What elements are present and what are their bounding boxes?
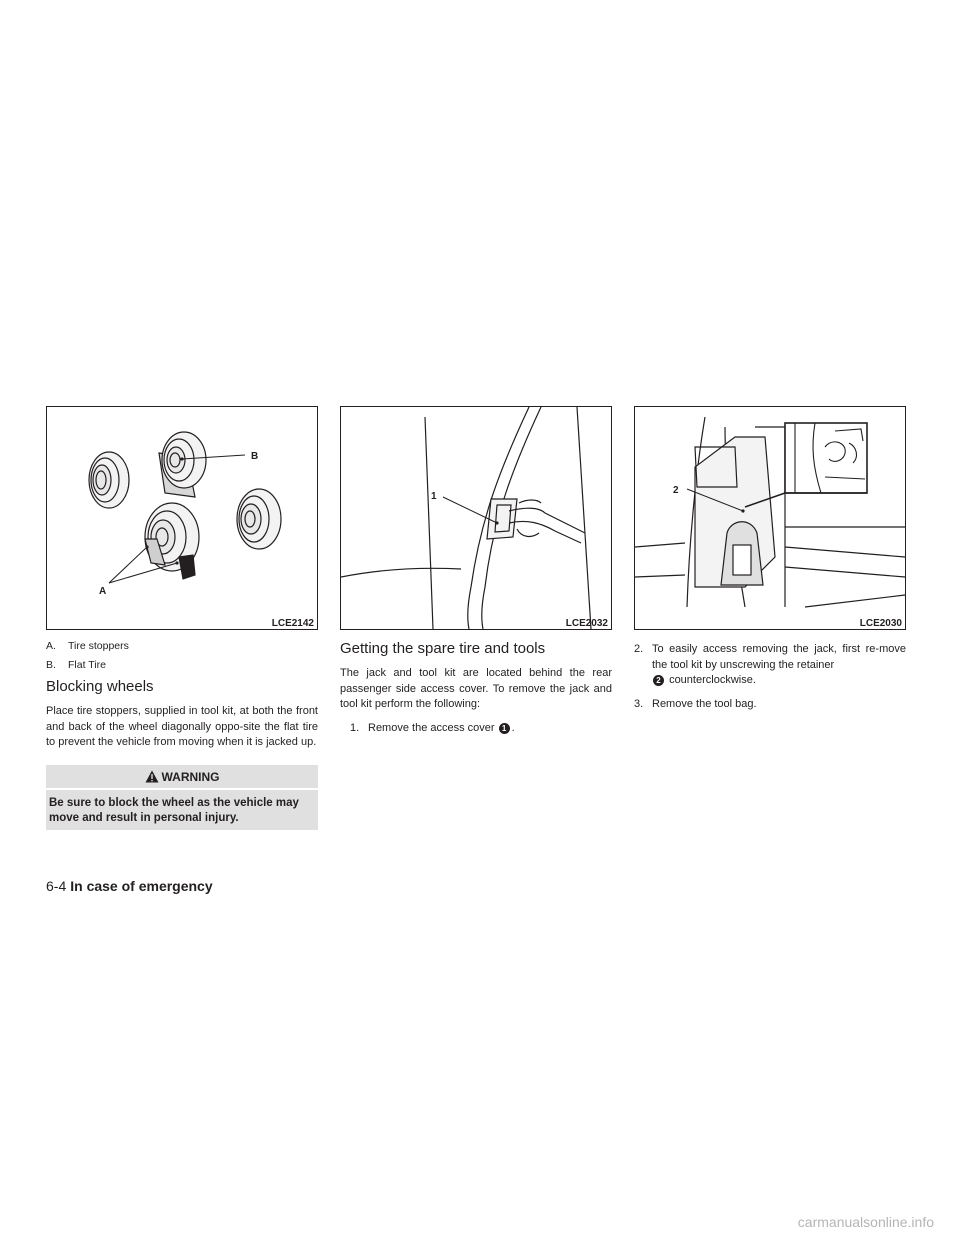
tool-kit-illustration: [635, 407, 905, 629]
figure-access-cover: [340, 406, 612, 630]
steps-list-a: [340, 721, 612, 737]
step-number: 3.: [634, 697, 644, 710]
tire-stoppers-illustration: [47, 407, 317, 629]
step-text-pre: To easily access removing the jack, first re-move the tool kit by unscrewing the retainer: [652, 643, 906, 671]
step-number: 2.: [634, 643, 644, 655]
reference-number-badge: 1: [499, 723, 510, 734]
access-cover-illustration: [341, 407, 611, 629]
list-item: [634, 642, 906, 689]
step-text-post: .: [511, 721, 515, 734]
column-right: [634, 406, 906, 720]
callout-b: B: [251, 451, 259, 462]
steps-list-b: [634, 642, 906, 712]
figure-legend: [46, 640, 318, 671]
legend-text: Tire stoppers: [68, 640, 129, 652]
warning-triangle-icon: [145, 770, 159, 783]
warning-title: WARNING: [161, 769, 220, 784]
figure-code: LCE2142: [271, 618, 314, 629]
section-heading-blocking-wheels: Blocking wheels: [46, 678, 154, 695]
legend-item: [46, 659, 318, 671]
section-heading-spare-tire: Getting the spare tire and tools: [340, 640, 546, 657]
callout-2: 2: [673, 485, 679, 496]
warning-box: [46, 765, 318, 830]
step-text-post: counterclockwise.: [669, 674, 756, 686]
legend-item: [46, 640, 318, 652]
figure-code: LCE2030: [859, 618, 902, 629]
step-text-pre: Remove the access cover: [368, 721, 495, 734]
page-footer: [46, 878, 213, 894]
figure-tire-stoppers: [46, 406, 318, 630]
step-text: Remove the tool bag.: [652, 697, 757, 710]
figure-code: LCE2032: [565, 618, 608, 629]
spare-tire-intro: The jack and tool kit are located behind the rear passenger side access cover. To remove the jack and tool kit perform the following:: [340, 667, 612, 710]
callout-1: 1: [431, 491, 437, 502]
legend-text: Flat Tire: [68, 659, 106, 671]
legend-key: B.: [46, 659, 56, 671]
warning-header: [46, 765, 318, 788]
step-number: 1.: [350, 721, 360, 734]
blocking-wheels-text: Place tire stoppers, supplied in tool kit, at both the front and back of the wheel diagonally oppo-site the flat tire to prevent the vehicle from moving when it is jacked up.: [46, 705, 318, 748]
column-left: [46, 406, 318, 830]
step-text: [648, 642, 906, 689]
watermark-text: carmanualsonline.info: [797, 1214, 934, 1230]
list-item: [634, 697, 906, 713]
step-text: [364, 721, 612, 737]
reference-number-badge: 2: [653, 675, 664, 686]
figure-tool-kit: [634, 406, 906, 630]
page-number: 6-4: [46, 878, 67, 894]
callout-a: A: [99, 586, 107, 597]
warning-text: Be sure to block the wheel as the vehicle may move and result in personal injury.: [46, 790, 318, 830]
section-title: In case of emergency: [70, 878, 213, 894]
list-item: [340, 721, 612, 737]
column-middle: [340, 406, 612, 744]
legend-key: A.: [46, 640, 56, 652]
